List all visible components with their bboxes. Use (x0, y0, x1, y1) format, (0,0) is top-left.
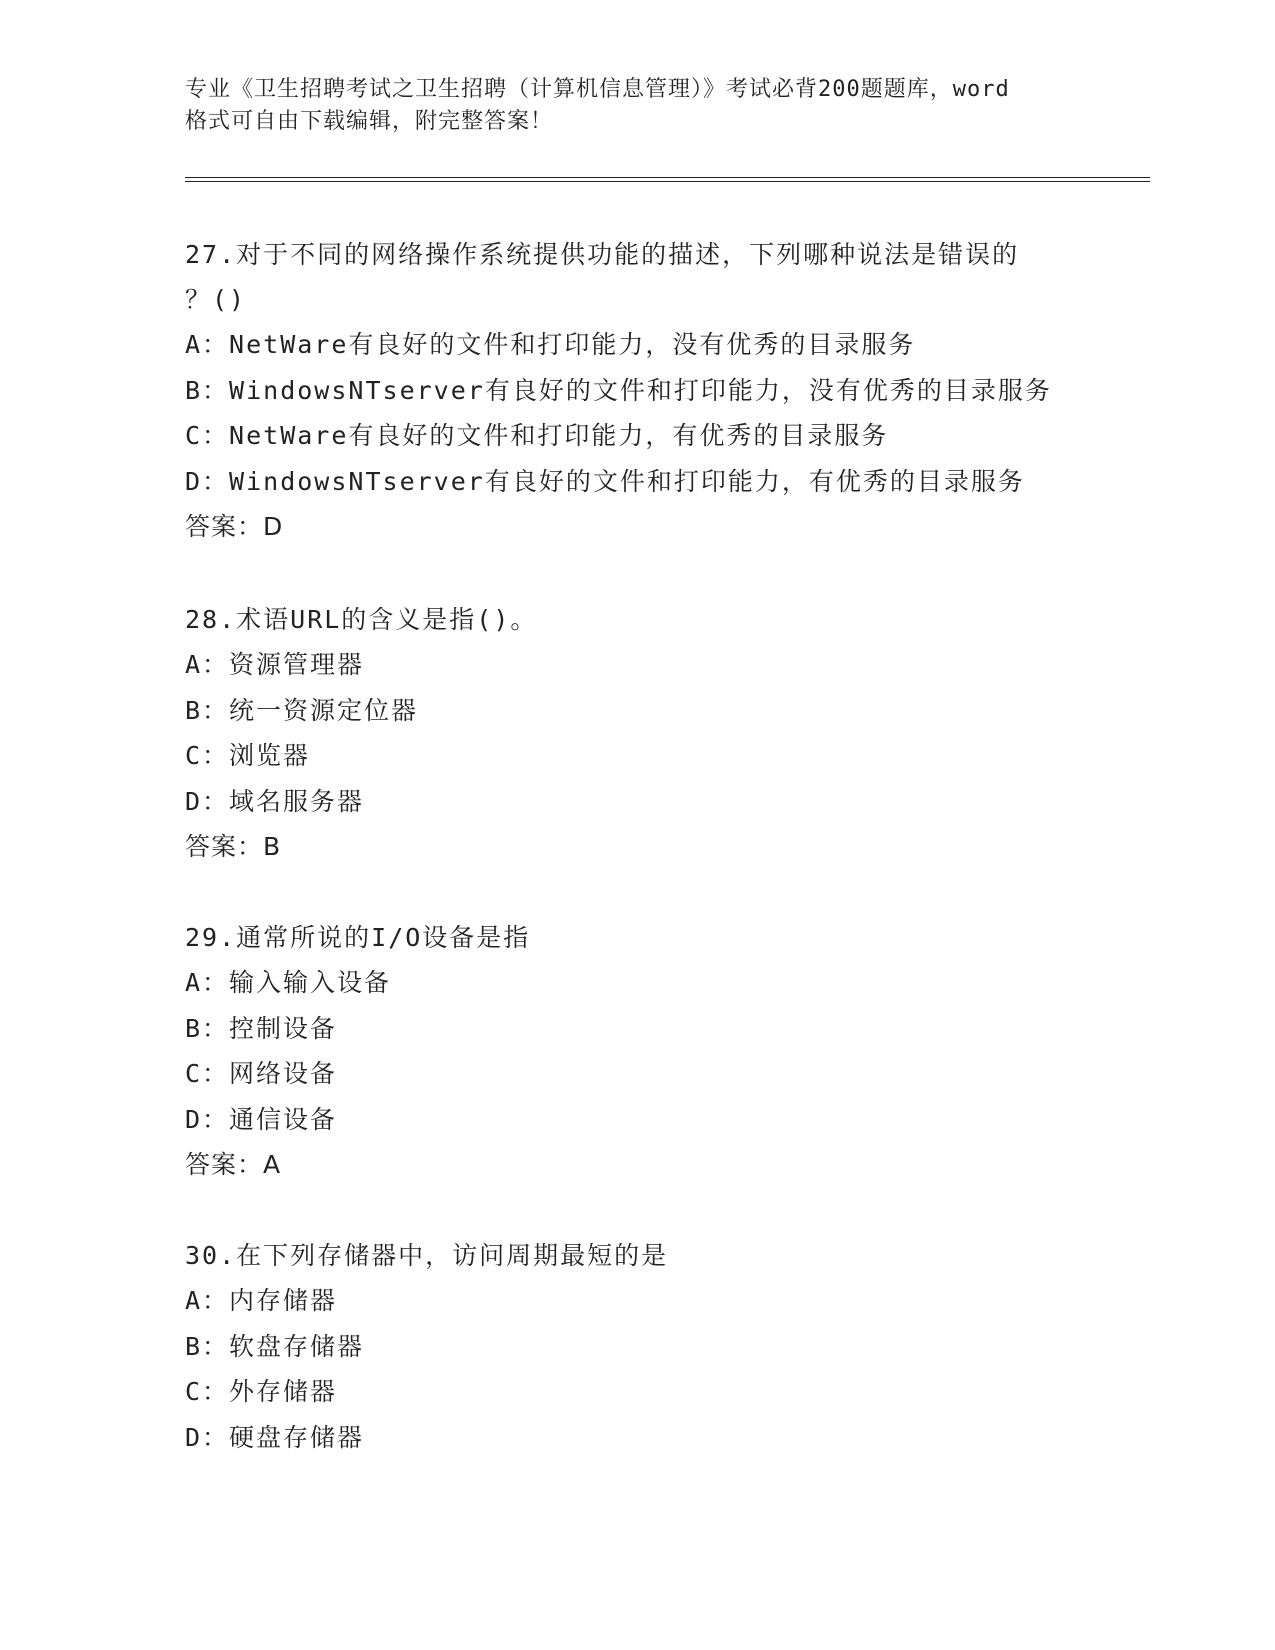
question-30 (185, 1233, 1085, 1460)
option-a: A：NetWare有良好的文件和打印能力，没有优秀的目录服务 (185, 330, 916, 359)
option-a: A：资源管理器 (185, 650, 365, 679)
header-line-2: 格式可自由下载编辑，附完整答案！ (185, 109, 554, 134)
question-29 (185, 915, 1085, 1187)
document-header (185, 74, 1085, 138)
header-divider-top (185, 177, 1150, 178)
option-d: D：WindowsNTserver有良好的文件和打印能力，有优秀的目录服务 (185, 466, 1025, 496)
option-d: D：域名服务器 (185, 786, 365, 816)
question-text: 29.通常所说的I/O设备是指 (185, 923, 531, 952)
option-c: C：外存储器 (185, 1377, 338, 1406)
question-text: 27.对于不同的网络操作系统提供功能的描述，下列哪种说法是错误的 (185, 240, 1020, 269)
header-line-1: 专业《卫生招聘考试之卫生招聘（计算机信息管理）》考试必背200题题库，word (185, 77, 1010, 102)
option-d: D：硬盘存储器 (185, 1422, 365, 1452)
option-b: B：控制设备 (185, 1013, 338, 1043)
question-text: 30.在下列存储器中，访问周期最短的是 (185, 1241, 669, 1270)
option-c: C：浏览器 (185, 741, 311, 770)
question-28 (185, 597, 1085, 869)
answer-label: 答案：A (185, 1150, 282, 1179)
option-c: C：NetWare有良好的文件和打印能力，有优秀的目录服务 (185, 421, 889, 450)
option-a: A：内存储器 (185, 1286, 338, 1315)
answer-label: 答案：B (185, 832, 282, 861)
option-d: D：通信设备 (185, 1104, 338, 1134)
question-text-continued: ？() (185, 285, 247, 314)
option-c: C：网络设备 (185, 1059, 338, 1088)
option-b: B：软盘存储器 (185, 1331, 365, 1361)
header-divider-bottom (185, 181, 1150, 182)
answer-label: 答案：D (185, 512, 284, 541)
option-a: A：输入输入设备 (185, 968, 392, 997)
option-b: B：统一资源定位器 (185, 695, 419, 725)
question-text: 28.术语URL的含义是指()。 (185, 605, 538, 634)
question-27 (185, 232, 1085, 549)
option-b: B：WindowsNTserver有良好的文件和打印能力，没有优秀的目录服务 (185, 375, 1052, 405)
